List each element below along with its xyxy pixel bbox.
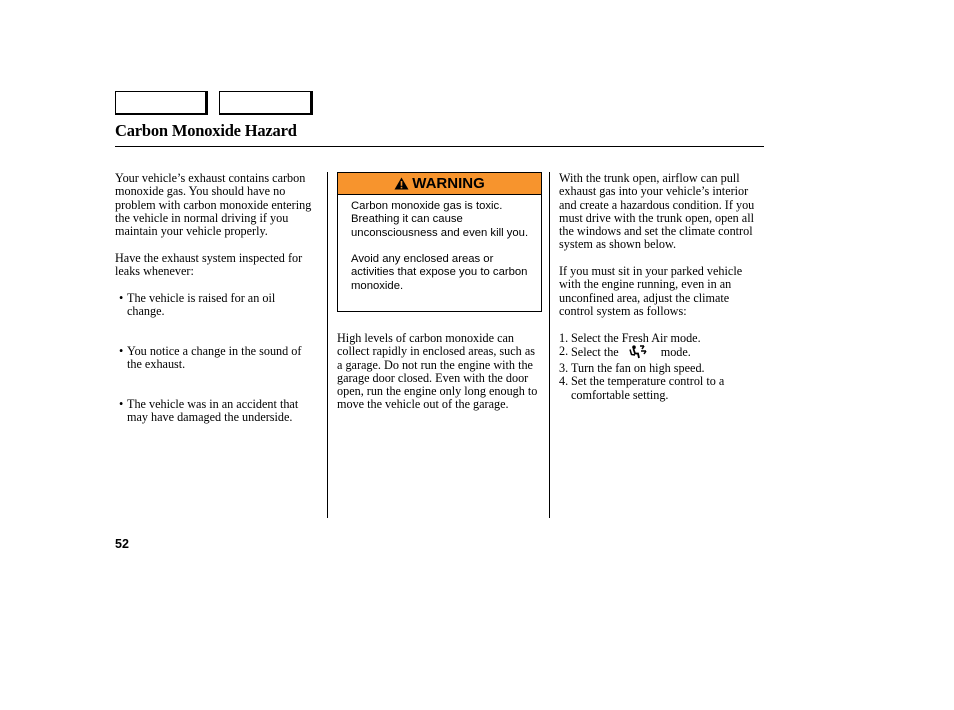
trunk-paragraph: With the trunk open, airflow can pull exhaust gas into your vehicle’s interior and create a hazardous condition. If you must drive with the trunk open, open all the windows and set the climate control system as shown below. <box>559 171 755 252</box>
list-item <box>115 398 313 425</box>
list-item: 4. Set the temperature control to a comfortable setting. <box>559 374 725 402</box>
inspect-paragraph: Have the exhaust system inspected for leaks whenever: <box>115 250 303 279</box>
warning-header <box>338 173 541 195</box>
warning-box <box>337 172 542 312</box>
vent-mode-icon <box>629 345 647 362</box>
warning-label: WARNING <box>412 175 485 192</box>
bullet-text: The vehicle is raised for an oil change. <box>127 290 276 318</box>
section-tab-2 <box>219 91 313 115</box>
column-2 <box>337 332 542 412</box>
bullet-text: The vehicle was in an accident that may have damaged the underside. <box>127 397 299 425</box>
warning-body <box>351 200 533 293</box>
list-item: 3. Turn the fan on high speed. <box>559 361 705 376</box>
garage-paragraph: High levels of carbon monoxide can collect rapidly in enclosed areas, such as a garage. Do not run the engine with the garage door closed. Even with the door open, run the engine only long enough to move the vehicle out of the garage. <box>337 331 538 412</box>
list-item: 1. Select the Fresh Air mode. <box>559 330 701 345</box>
title-rule <box>115 146 764 147</box>
column-3 <box>559 172 764 402</box>
bullet-text: You notice a change in the sound of the exhaust. <box>127 343 302 372</box>
parked-paragraph: If you must sit in your parked vehicle with the engine running, even in an unconfined area, adjust the climate control system as follows: <box>559 264 743 318</box>
column-divider-1 <box>327 172 328 518</box>
warning-triangle-icon <box>394 177 409 190</box>
warning-text-2: Avoid any enclosed areas or activities that expose you to carbon monoxide. <box>351 253 528 292</box>
bullet-icon: • <box>119 343 124 358</box>
section-tab-1 <box>115 91 208 115</box>
list-item <box>115 345 313 372</box>
list-item <box>115 292 313 319</box>
page-title: Carbon Monoxide Hazard <box>115 121 297 140</box>
intro-paragraph: Your vehicle’s exhaust contains carbon monoxide gas. You should have no problem with carbon monoxide entering the vehicle in normal driving if you maintain your vehicle properly. <box>115 171 312 239</box>
bullet-icon: • <box>119 397 124 412</box>
page-number: 52 <box>115 537 129 551</box>
bullet-icon: • <box>119 290 124 305</box>
warning-text-1: Carbon monoxide gas is toxic. Breathing it can cause unconsciousness and even kill you. <box>351 200 529 239</box>
column-1 <box>115 172 313 425</box>
list-item: 2. Select the mode. <box>559 345 764 362</box>
column-divider-2 <box>549 172 550 518</box>
